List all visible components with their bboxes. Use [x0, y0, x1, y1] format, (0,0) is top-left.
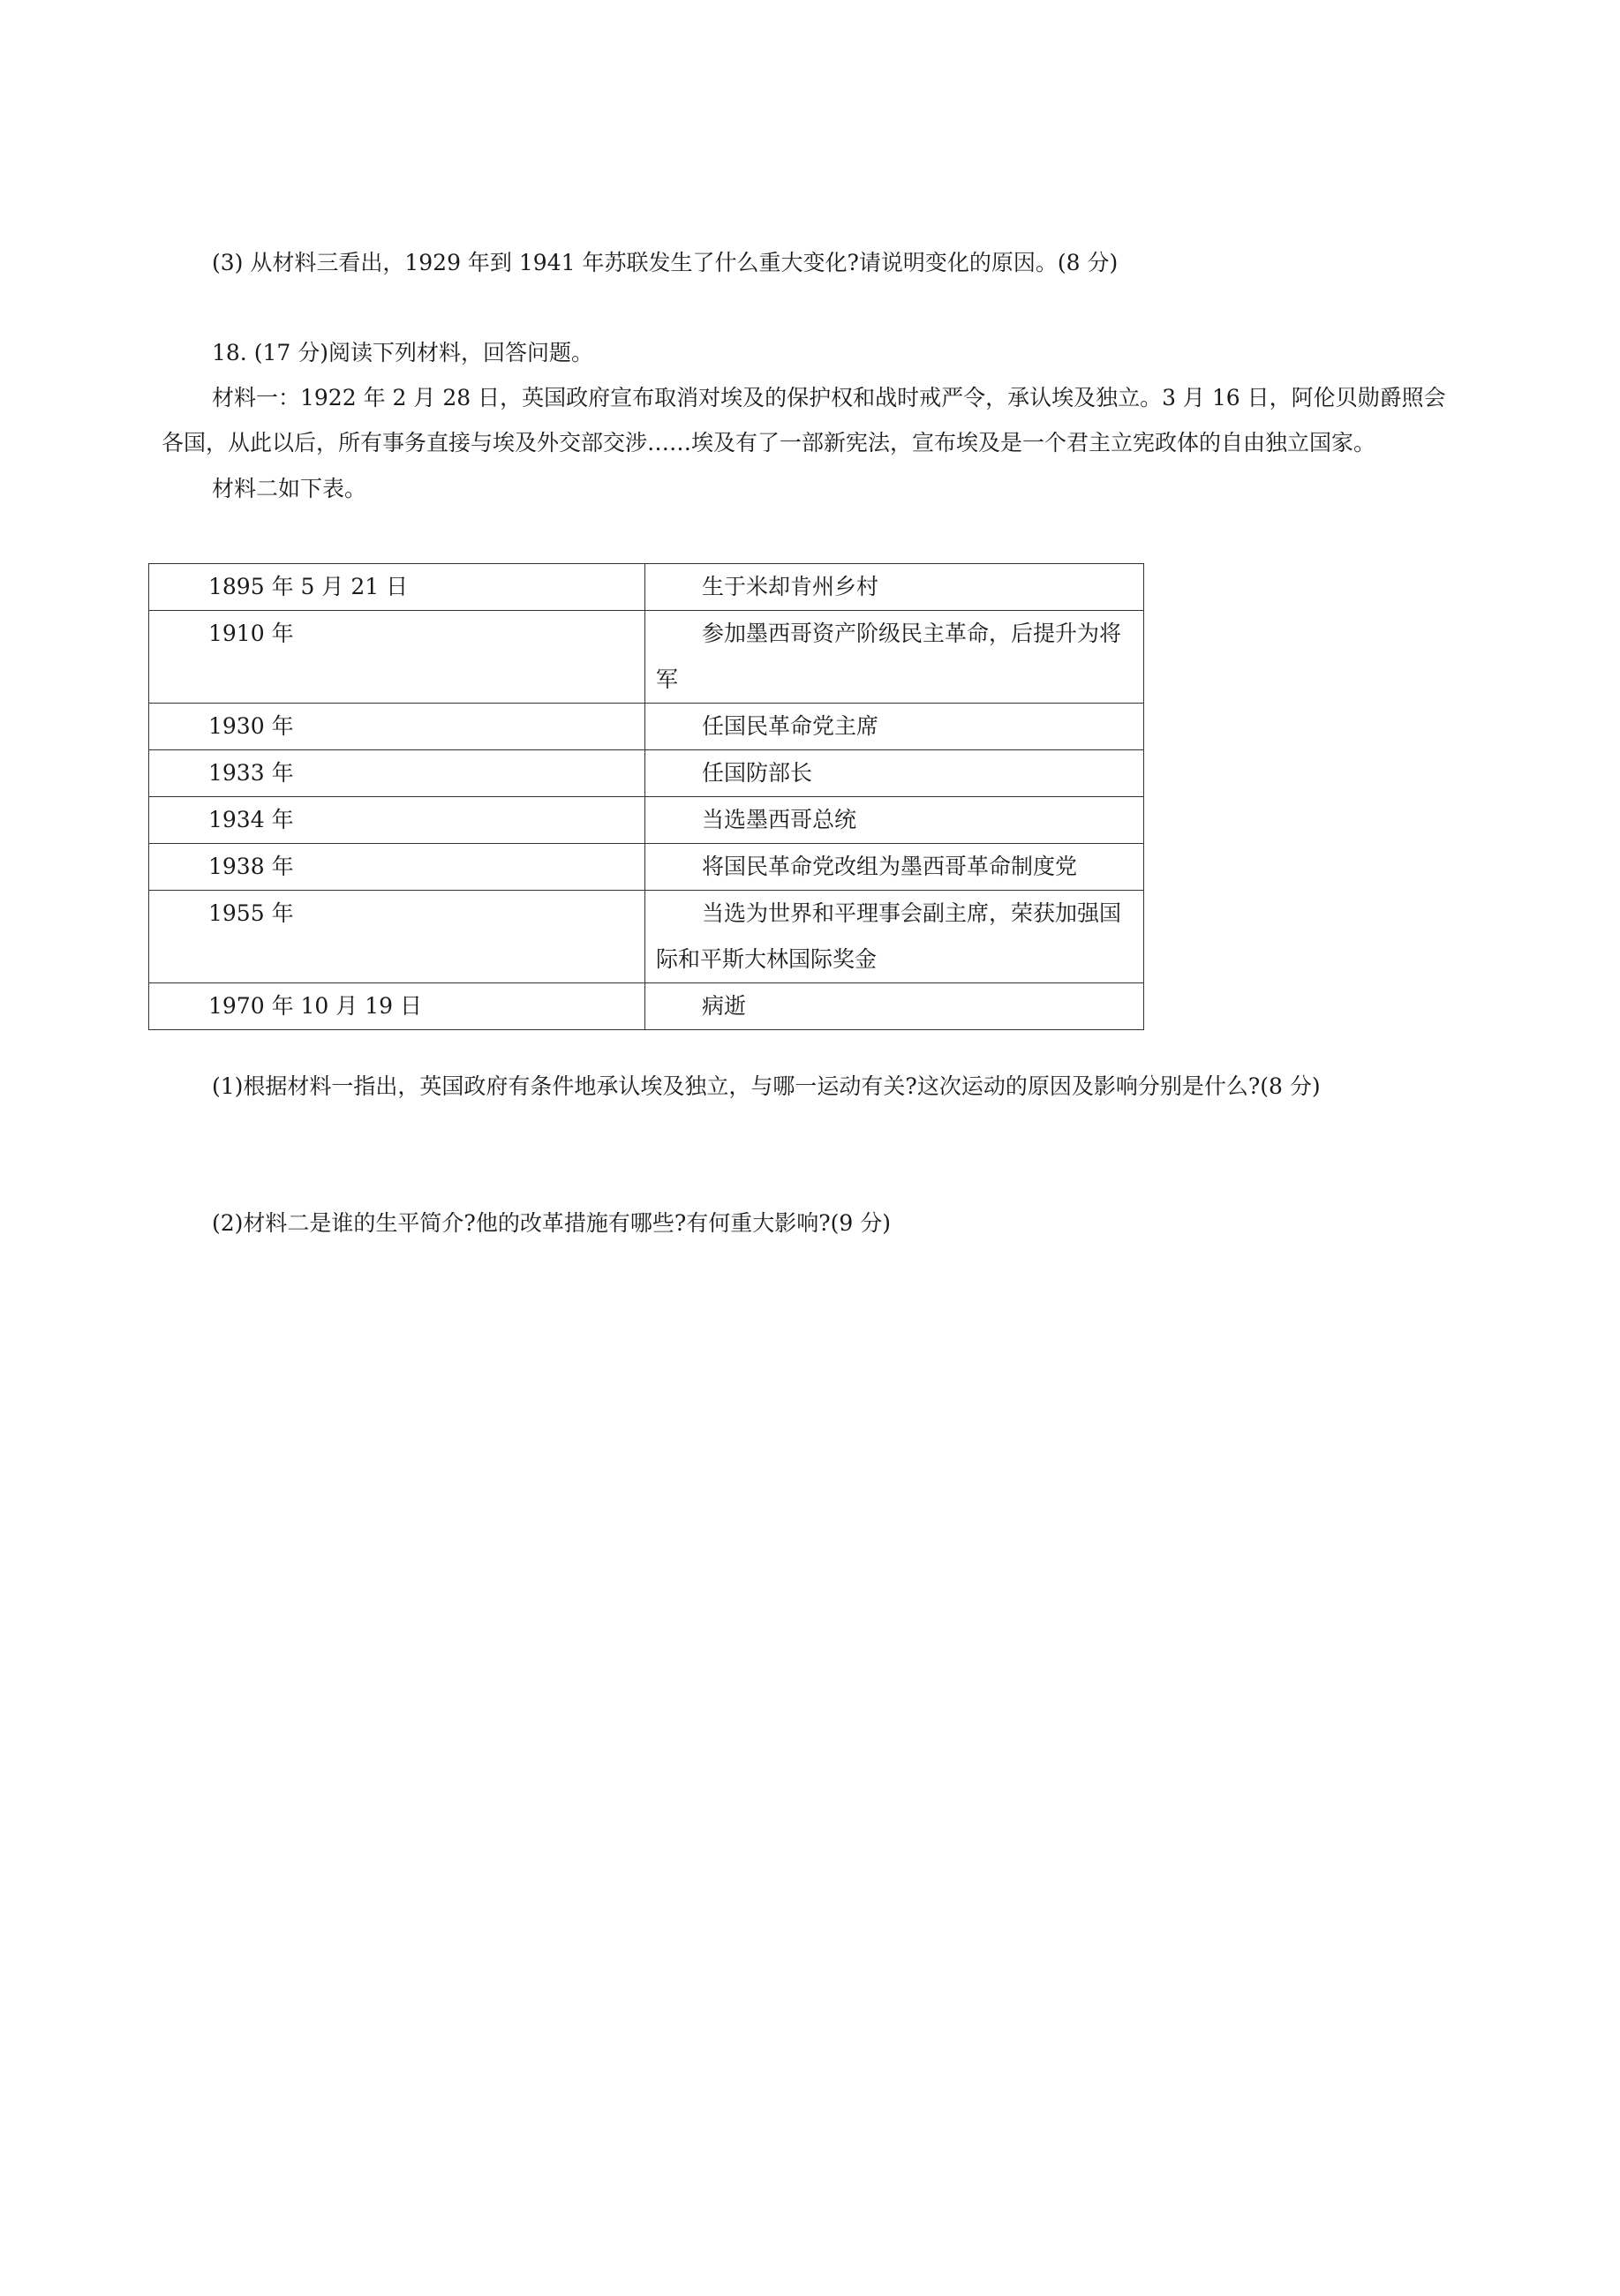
table-cell-date: 1938 年: [149, 844, 645, 891]
table-cell-date: 1930 年: [149, 704, 645, 750]
table-cell-date: 1970 年 10 月 19 日: [149, 983, 645, 1030]
table-cell-event: 当选墨西哥总统: [645, 797, 1144, 844]
table-cell-event: 任国防部长: [645, 750, 1144, 797]
table-row: [149, 564, 1144, 611]
table-cell-event: 参加墨西哥资产阶级民主革命，后提升为将军: [645, 611, 1144, 704]
table-cell-event: 生于米却肯州乡村: [645, 564, 1144, 611]
table-row: [149, 844, 1144, 891]
table-cell-date: 1910 年: [149, 611, 645, 704]
table-cell-event: 将国民革命党改组为墨西哥革命制度党: [645, 844, 1144, 891]
q17-part3-question: (3) 从材料三看出，1929 年到 1941 年苏联发生了什么重大变化?请说明变化的原因。(8 分): [212, 250, 1119, 275]
table-cell-date: 1955 年: [149, 891, 645, 983]
material1-line1: 材料一：1922 年 2 月 28 日，英国政府宣布取消对埃及的保护权和战时戒严令，承认埃及独立。3 月 16 日，阿伦贝勋爵照会: [212, 385, 1446, 410]
table-cell-event: 任国民革命党主席: [645, 704, 1144, 750]
table-row: [149, 704, 1144, 750]
material1-line2: 各国，从此以后，所有事务直接与埃及外交部交涉……埃及有了一部新宪法，宣布埃及是一个君主立宪政体的自由独立国家。: [162, 430, 1376, 455]
table-cell-date: 1933 年: [149, 750, 645, 797]
table-cell-event: 当选为世界和平理事会副主席，荣获加强国际和平斯大林国际奖金: [645, 891, 1144, 983]
q18-header: 18. (17 分)阅读下列材料，回答问题。: [212, 340, 593, 365]
table-cell-date: 1934 年: [149, 797, 645, 844]
table-row: [149, 983, 1144, 1030]
table-row: [149, 750, 1144, 797]
material2-table: [148, 563, 1144, 1030]
material2-intro: 材料二如下表。: [212, 476, 367, 501]
q18-question-2: (2)材料二是谁的生平简介?他的改革措施有哪些?有何重大影响?(9 分): [212, 1210, 891, 1236]
table-row: [149, 891, 1144, 983]
table-row: [149, 797, 1144, 844]
table-row: [149, 611, 1144, 704]
table-cell-event: 病逝: [645, 983, 1144, 1030]
q18-question-1: (1)根据材料一指出，英国政府有条件地承认埃及独立，与哪一运动有关?这次运动的原因及影响分别是什么?(8 分): [212, 1073, 1321, 1099]
table-cell-date: 1895 年 5 月 21 日: [149, 564, 645, 611]
